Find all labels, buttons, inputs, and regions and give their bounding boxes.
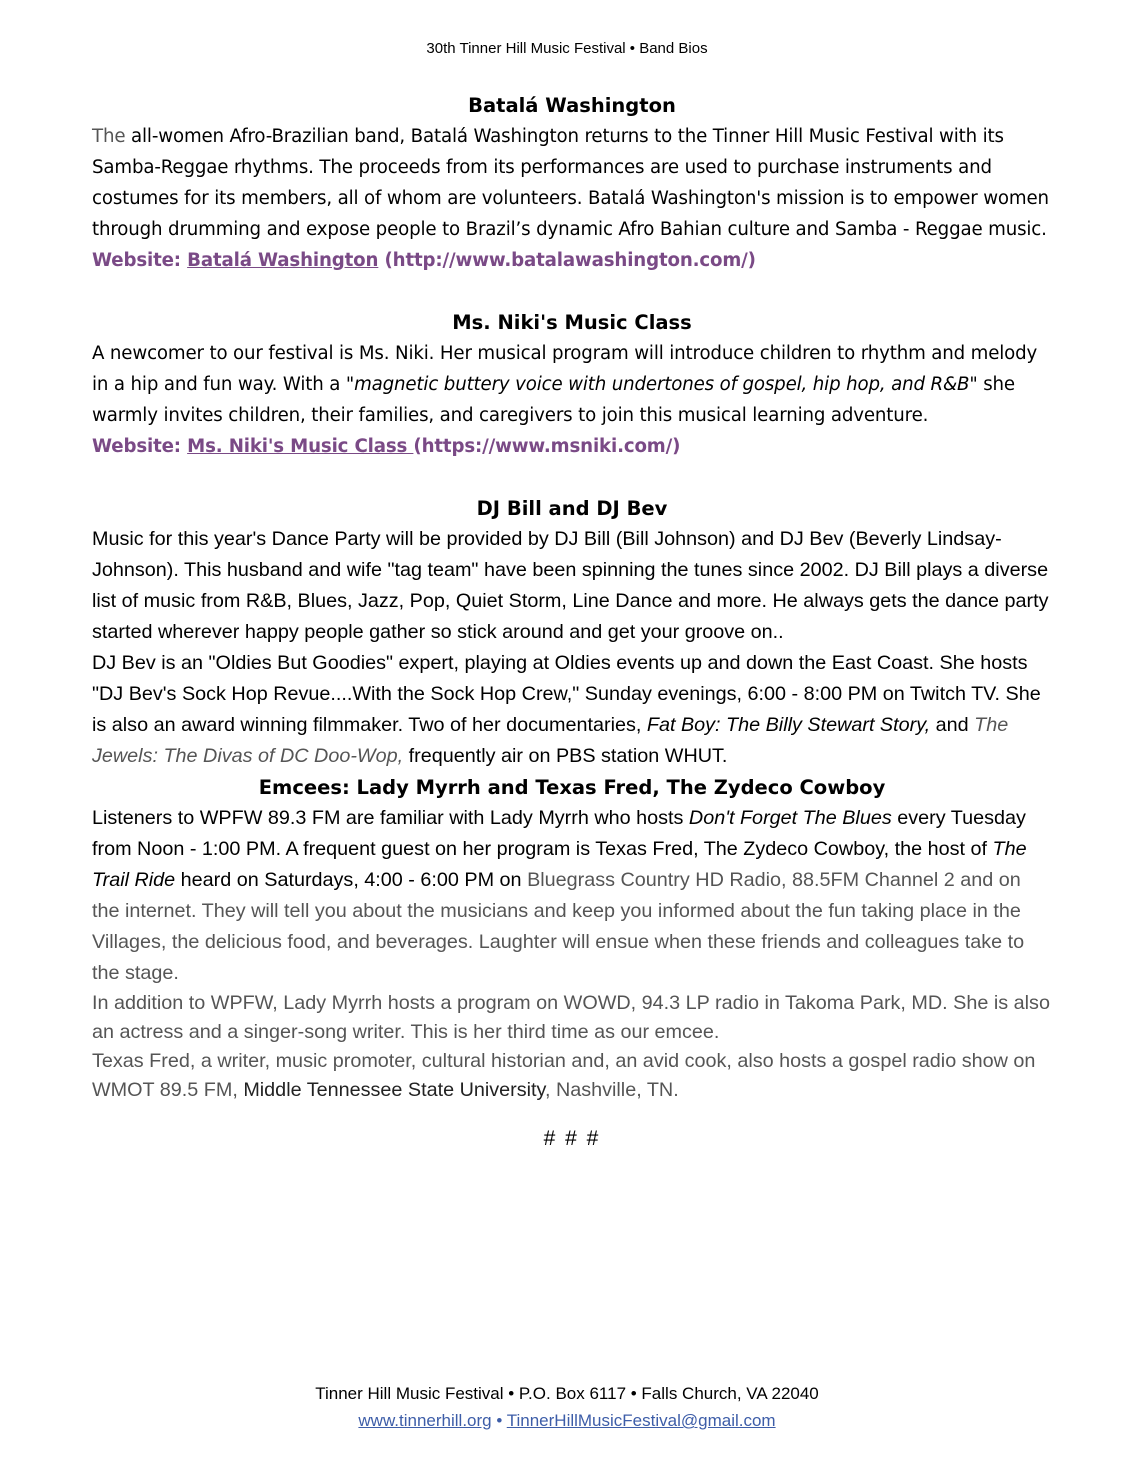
spacer	[92, 462, 1052, 493]
emcees-bio-1b: every Tuesday from Noon - 1:00 PM. A frequent guest on her program is Texas Fred, The Zydeco Cowboy, the host of	[92, 807, 1026, 860]
dj-bio-2	[92, 648, 1052, 772]
batala-website-label: Website:	[92, 250, 188, 271]
batala-body: all-women Afro-Brazilian band, Batalá Washington returns to the Tinner Hill Music Festival with its Samba-Reggae rhythms. The proceeds from its performances are used to purchase instruments and costumes for its members, all of whom are volunteers. Batalá Washington's mission is to empower women through drumming and expose people to Brazil’s dynamic Afro Bahian culture and Samba - Reggae music.	[92, 126, 1049, 240]
emcees-bio-3	[92, 1047, 1052, 1105]
emcees-bio-3b: Middle Tennessee State University	[243, 1079, 545, 1101]
dj-bio-2c: frequently air on PBS station WHUT.	[403, 745, 728, 767]
emcees-bio-3a: Texas Fred, a writer, music promoter, cultural historian and, an avid cook, also hosts a gospel radio show on WMOT 89.5 FM,	[92, 1050, 1036, 1101]
batala-website-url: (http://www.batalawashington.com/)	[378, 250, 756, 271]
emcees-bio-1d: Bluegrass Country HD Radio, 88.5FM Channel 2 and on the internet. They will tell you about the musicians and keep you informed about the fun taking place in the Villages, the delicious food, and beverages. Laughter will ensue when these friends and colleagues take to the stage.	[92, 869, 1025, 984]
dj-bio-2a: DJ Bev is an "Oldies But Goodies" expert, playing at Oldies events up and down the East Coast. She hosts "DJ Bev's Sock Hop Revue....With the Sock Hop Crew," Sunday evenings, 6:00 - 8:00 PM on Twitch TV. She is also an award winning filmmaker. Two of her documentaries,	[92, 652, 1041, 736]
batala-website-link[interactable]: Batalá Washington	[187, 250, 379, 271]
section-title-niki: Ms. Niki's Music Class	[452, 311, 692, 334]
emcees-show-2: The Trail Ride	[92, 838, 1027, 891]
page-header: 30th Tinner Hill Music Festival • Band Bios	[426, 40, 708, 57]
band-bios-content	[92, 90, 1052, 1151]
niki-quote: magnetic buttery voice with undertones of gospel, hip hop, and R&B"	[354, 374, 978, 395]
niki-body-1: A newcomer to our festival is Ms. Niki. Her musical program will introduce children to rhythm and melody in a hip and fun way. With a "	[92, 343, 1038, 395]
page-footer	[0, 1380, 1134, 1434]
dj-film-2: The Jewels: The Divas of DC Doo-Wop,	[92, 714, 1009, 767]
niki-body-2: she warmly invites children, their families, and caregivers to join this musical learning adventure.	[92, 374, 1015, 426]
emcees-bio-3c: , Nashville, TN.	[544, 1079, 679, 1101]
footer-website-link[interactable]: www.tinnerhill.org	[358, 1411, 492, 1430]
niki-bio	[92, 338, 1052, 462]
dj-bio-1: Music for this year's Dance Party will be provided by DJ Bill (Bill Johnson) and DJ Bev (Beverly Lindsay-Johnson). This husband and wife "tag team" have been spinning the tunes since 2002. DJ Bill plays a diverse list of music from R&B, Blues, Jazz, Pop, Quiet Storm, Line Dance and more. He always gets the dance party started wherever happy people gather so stick around and get your groove on..	[92, 528, 1049, 643]
footer-links	[0, 1407, 1134, 1434]
section-title-dj: DJ Bill and DJ Bev	[476, 497, 668, 520]
spacer	[92, 276, 1052, 307]
end-mark: # # #	[543, 1127, 601, 1150]
emcees-bio-1a: Listeners to WPFW 89.3 FM are familiar with Lady Myrrh who hosts	[92, 807, 689, 829]
footer-separator: •	[491, 1411, 507, 1430]
footer-email-link[interactable]: TinnerHillMusicFestival@gmail.com	[506, 1411, 776, 1430]
emcees-bio-2: In addition to WPFW, Lady Myrrh hosts a program on WOWD, 94.3 LP radio in Takoma Park, MD. She is also an actress and a singer-song writer. This is her third time as our emcee.	[92, 992, 1050, 1043]
niki-website-link[interactable]: Ms. Niki's Music Class	[187, 436, 414, 457]
section-title-emcees: Emcees: Lady Myrrh and Texas Fred, The Zydeco Cowboy	[258, 776, 886, 799]
emcees-bio-1c: heard on Saturdays, 4:00 - 6:00 PM on	[175, 869, 528, 891]
section-title-batala: Batalá Washington	[468, 94, 676, 117]
batala-bio	[92, 121, 1052, 276]
dj-bio-2b: and	[930, 714, 975, 736]
niki-website-label: Website:	[92, 436, 188, 457]
niki-website-url: (https://www.msniki.com/)	[413, 436, 681, 457]
footer-address: Tinner Hill Music Festival • P.O. Box 6117 • Falls Church, VA 22040	[315, 1384, 819, 1403]
dj-film-1: Fat Boy: The Billy Stewart Story,	[646, 714, 931, 736]
emcees-bio-1	[92, 803, 1052, 989]
emcees-show-1: Don't Forget The Blues	[688, 807, 892, 829]
batala-lead: The	[92, 126, 126, 147]
